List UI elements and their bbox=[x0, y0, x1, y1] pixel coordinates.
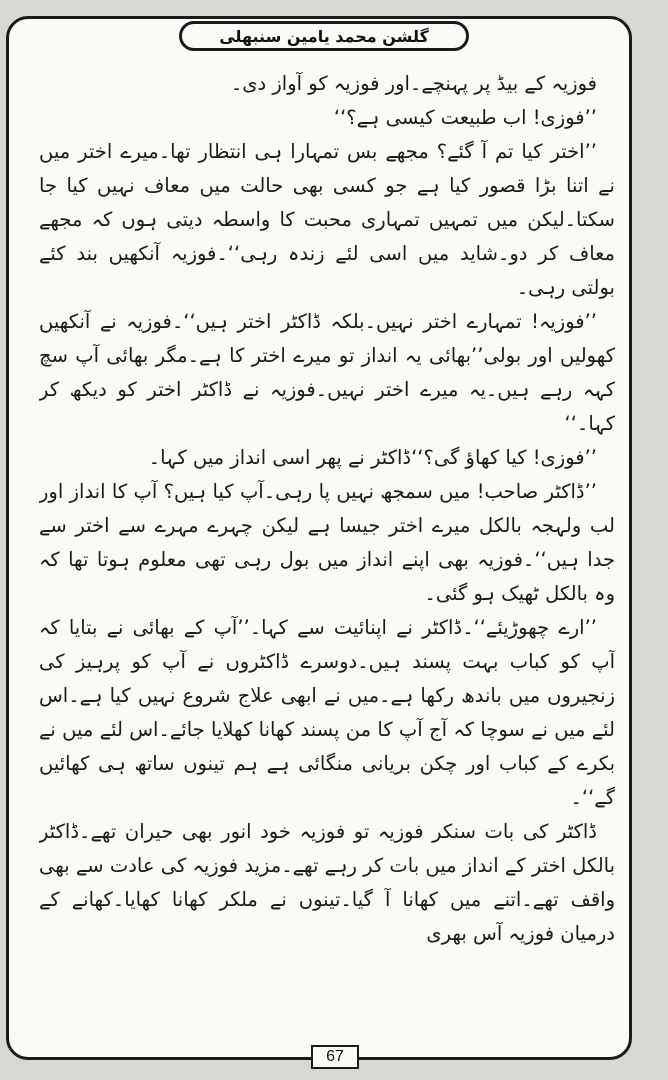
paragraph-1: فوزیہ کے بیڈ پر پہنچے۔اور فوزیہ کو آواز دی۔ bbox=[230, 72, 597, 95]
paragraph-6: ’’ڈاکٹر صاحب! میں سمجھ نہیں پا رہی۔آپ کیا ہیں؟ آپ کا انداز اور لب ولہجہ بالکل میرے اختر جیسا ہے لیکن چہرے مہرے سے اختر سے جدا ہیں‘‘۔فوزیہ بھی اپنے انداز میں بول رہی تھی معلوم ہوتا تھا کہ وہ بالکل ٹھیک ہو گئی۔ bbox=[39, 480, 615, 605]
paragraph-5: ’’فوزی! کیا کھاؤ گی؟‘‘ڈاکٹر نے پھر اسی انداز میں کہا۔ bbox=[148, 446, 597, 469]
paragraph-2: ’’فوزی! اب طبیعت کیسی ہے؟‘‘ bbox=[333, 106, 597, 129]
page-number-box bbox=[311, 1045, 359, 1069]
book-page bbox=[6, 16, 632, 1065]
paragraph-4: ’’فوزیہ! تمہارے اختر نہیں۔بلکہ ڈاکٹر اختر ہیں‘‘۔فوزیہ نے آنکھیں کھولیں اور بولی’’بھائی یہ انداز تو میرے اختر کا ہے۔مگر بھائی آپ سچ کہہ رہے ہیں۔یہ میرے اختر نہیں۔فوزیہ نے ڈاکٹر اختر کو دیکھ کر کہا۔‘‘ bbox=[39, 310, 615, 435]
page-number: 67 bbox=[326, 1048, 344, 1065]
paragraph-8: ڈاکٹر کی بات سنکر فوزیہ تو فوزیہ خود انور بھی حیران تھے۔ڈاکٹر بالکل اختر کے انداز میں بات کر رہے تھے۔مزید فوزیہ کی عادت سے بھی واقف تھے۔اتنے میں کھانا آ گیا۔تینوں نے ملکر کھانا کھایا۔کھانے کے درمیان فوزیہ آس بھری bbox=[39, 820, 615, 945]
header-title: گلشن محمد یامین سنبھلی bbox=[219, 26, 429, 46]
running-header bbox=[179, 21, 469, 51]
paragraph-3: ’’اختر کیا تم آ گئے؟ مجھے بس تمہارا ہی انتظار تھا۔میرے اختر میں نے اتنا بڑا قصور کیا ہے جو کسی بھی حالت میں معاف نہیں کیا جا سکتا۔لیکن میں تمہیں تمہاری محبت کا واسطہ دیتی ہوں کہ مجھے معاف کر دو۔شاید میں اسی لئے زندہ رہی‘‘۔فوزیہ آنکھیں بند کئے بولتی رہی۔ bbox=[39, 140, 615, 299]
paragraph-7: ’’ارے چھوڑیئے‘‘۔ڈاکٹر نے اپنائیت سے کہا۔’’آپ کے بھائی نے بتایا کہ آپ کو کباب بہت پسند ہیں۔دوسرے ڈاکٹروں نے آپ کو پرہیز کی زنجیروں میں باندھ رکھا ہے۔میں نے ابھی علاج شروع نہیں کیا ہے۔اس لئے میں نے سوچا کہ آج آپ کا من پسند کھانا کھلایا جائے۔اس لئے میں نے بکرے کے کباب اور چکن بریانی منگائی ہے ہم تینوں ساتھ ہی کھائیں گے‘‘۔ bbox=[39, 616, 615, 809]
body-text bbox=[39, 67, 615, 1057]
